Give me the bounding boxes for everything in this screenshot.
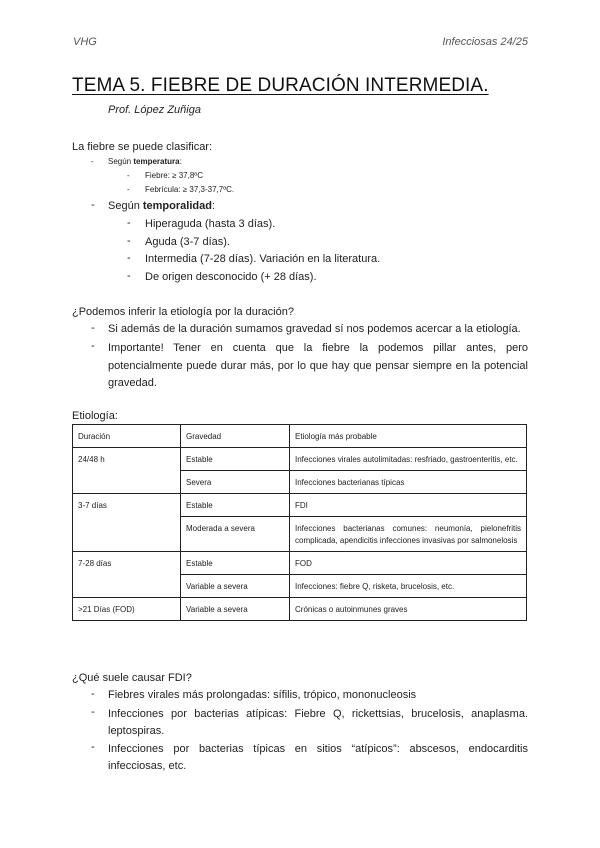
temporalidad-item: Intermedia (7-28 días). Variación en la literatura.: [145, 253, 381, 265]
inferir-item: Importante! Tener en cuenta que la fiebre la podemos pillar antes, pero potencialmente puede durar más, por lo que hay que pensar siempre en la potencial gravedad.: [108, 342, 528, 389]
table-cell: 7-28 días: [73, 552, 181, 598]
table-cell: Variable a severa: [181, 598, 290, 621]
etiologia-label: Etiología:: [72, 410, 118, 422]
table-row: [73, 494, 527, 517]
temporalidad-item: Aguda (3-7 días).: [145, 236, 230, 248]
column-header: Duración: [73, 425, 181, 448]
bullet-dash: -: [91, 706, 95, 718]
table-cell: 3-7 días: [73, 494, 181, 552]
bullet-dash: -: [127, 270, 131, 282]
table-cell: Estable: [181, 552, 290, 575]
fdi-item: Fiebres virales más prolongadas: sífilis, trópico, mononucleosis: [108, 689, 417, 701]
temperatura-heading: Según temperatura:: [108, 157, 182, 166]
bullet-dash: -: [127, 185, 130, 194]
author: Prof. López Zuñiga: [108, 104, 201, 116]
table-cell: Moderada a severa: [181, 517, 290, 552]
table-cell: FDI: [290, 494, 527, 517]
table-cell: Infecciones virales autolimitadas: resfriado, gastroenteritis, etc.: [290, 448, 527, 471]
table-row: [73, 598, 527, 621]
temporalidad-item: Hiperaguda (hasta 3 días).: [145, 218, 276, 230]
table-row: [73, 552, 527, 575]
etiologia-table: [72, 424, 527, 621]
fdi-item: Infecciones por bacterias típicas en sitios “atípicos”: abscesos, endocarditis infecciosas, etc.: [108, 743, 528, 772]
bullet-dash: -: [91, 199, 95, 211]
table-cell: >21 Días (FOD): [73, 598, 181, 621]
table-cell: FOD: [290, 552, 527, 575]
temporalidad-item: De origen desconocido (+ 28 días).: [145, 271, 317, 283]
table-cell: Estable: [181, 448, 290, 471]
bullet-dash: -: [127, 217, 131, 229]
fdi-question: ¿Qué suele causar FDI?: [72, 672, 192, 684]
table-row: [73, 448, 527, 471]
clasificacion-intro: La fiebre se puede clasificar:: [72, 141, 213, 153]
table-cell: Variable a severa: [181, 575, 290, 598]
table-cell: 24/48 h: [73, 448, 181, 494]
page-title: TEMA 5. FIEBRE DE DURACIÓN INTERMEDIA.: [72, 75, 489, 96]
bullet-dash: -: [127, 235, 131, 247]
temporalidad-heading: Según temporalidad:: [108, 200, 216, 212]
bullet-dash: -: [127, 171, 130, 180]
temperatura-item: Febrícula: ≥ 37,3-37,7ºC.: [145, 185, 235, 194]
column-header: Gravedad: [181, 425, 290, 448]
fdi-item: Infecciones por bacterias atípicas: Fiebre Q, rickettsias, brucelosis, anaplasma. leptospiras.: [108, 708, 528, 737]
inferir-item: Si además de la duración sumamos gravedad sí nos podemos acercar a la etiología.: [108, 323, 521, 335]
bullet-dash: -: [91, 688, 95, 700]
table-cell: Severa: [181, 471, 290, 494]
bullet-dash: -: [91, 322, 95, 334]
column-header: Etiología más probable: [290, 425, 527, 448]
bullet-dash: -: [91, 157, 94, 166]
table-cell: Infecciones bacterianas comunes: neumonía, pielonefritis complicada, apendicitis infecciones invasivas por salmonelosis: [290, 517, 527, 552]
bullet-dash: -: [91, 741, 95, 753]
inferir-question: ¿Podemos inferir la etiología por la duración?: [72, 306, 294, 318]
header-right: Infecciosas 24/25: [442, 36, 528, 48]
table-cell: Infecciones: fiebre Q, risketa, brucelosis, etc.: [290, 575, 527, 598]
header-left: VHG: [73, 36, 97, 48]
table-cell: Crónicas o autoinmunes graves: [290, 598, 527, 621]
table-header-row: [73, 425, 527, 448]
bullet-dash: -: [91, 340, 95, 352]
table-cell: Infecciones bacterianas típicas: [290, 471, 527, 494]
table-cell: Estable: [181, 494, 290, 517]
temperatura-item: Fiebre: ≥ 37,8ºC: [145, 171, 204, 180]
bullet-dash: -: [127, 252, 131, 264]
